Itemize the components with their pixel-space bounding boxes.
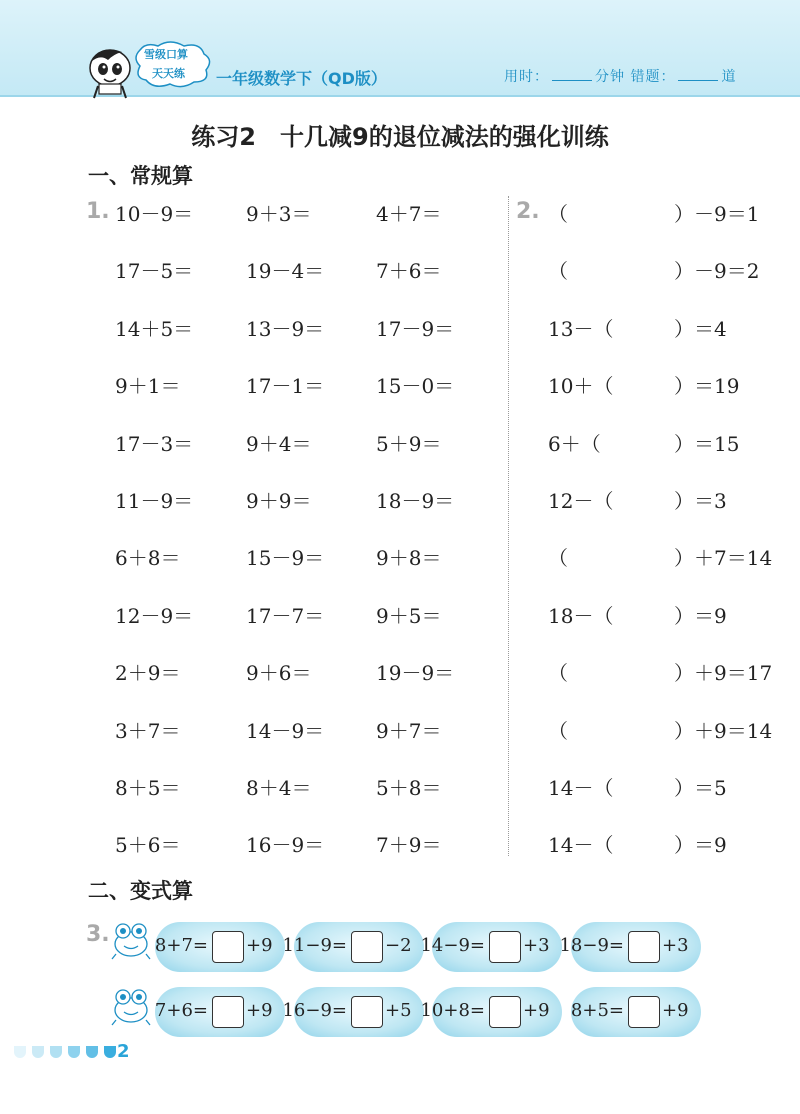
q1-problem: 9＋9＝ <box>246 489 312 513</box>
q2-left: 10＋（ <box>548 374 614 399</box>
q2-right: ）＝15 <box>674 431 740 456</box>
q1-problem: 9＋1＝ <box>115 374 181 399</box>
q3-bubble <box>420 987 562 1037</box>
q3-right-expression: +9 <box>523 1000 550 1021</box>
q2-left: （ <box>548 546 568 571</box>
q3-bubble <box>559 922 701 972</box>
q1-problem: 7＋9＝ <box>376 833 442 858</box>
timing-fields <box>504 66 736 86</box>
time-label: 用时： <box>504 69 549 85</box>
q3-bubble <box>282 922 424 972</box>
page-number: 2 <box>117 1041 130 1062</box>
q1-problem: 17－3＝ <box>115 431 194 456</box>
q2-right: ）＋9＝17 <box>674 661 773 686</box>
q3-bubble <box>155 922 285 972</box>
q2-problem <box>548 317 727 341</box>
answer-box[interactable] <box>489 996 521 1028</box>
q3-left-expression: 14−9= <box>420 935 485 956</box>
q2-problem <box>548 833 727 857</box>
q3-right-expression: +9 <box>662 1000 689 1021</box>
q1-problem: 9＋5＝ <box>376 603 442 628</box>
q3-right-expression: −2 <box>385 935 412 956</box>
q2-right: ）＋7＝14 <box>674 546 773 571</box>
q2-left: 12－（ <box>548 489 614 513</box>
q1-problem: 19－4＝ <box>246 259 325 284</box>
q3-left-expression: 16−9= <box>282 1000 347 1021</box>
grade-label: 一年级数学下（QD版） <box>216 69 387 88</box>
q1-problem: 17－1＝ <box>246 374 325 399</box>
q3-left-expression: 10+8= <box>420 1000 485 1021</box>
time-blank[interactable] <box>552 80 592 81</box>
q1-problem: 16－9＝ <box>246 833 325 858</box>
mascot-icon <box>78 44 138 100</box>
page-title: 练习2 十几减9的退位减法的强化训练 <box>191 123 609 151</box>
q1-problem: 12－9＝ <box>115 603 194 628</box>
q2-problem <box>548 202 759 226</box>
q2-right: ）－9＝1 <box>674 202 760 226</box>
q3-left-expression: 7+6= <box>154 1000 208 1021</box>
q2-left: 13－（ <box>548 316 614 341</box>
q2-right: ）＝4 <box>674 316 727 341</box>
q1-problem: 5＋8＝ <box>376 776 442 800</box>
q3-left-expression: 18−9= <box>559 935 624 956</box>
answer-box[interactable] <box>628 996 660 1028</box>
q2-problem <box>548 432 739 456</box>
errors-label: 错题： <box>630 69 676 85</box>
q2-problem <box>548 489 727 513</box>
q1-problem: 14－9＝ <box>246 718 325 743</box>
q1-problem: 19－9＝ <box>376 661 455 686</box>
q3-right-expression: +9 <box>246 1000 273 1021</box>
q2-left: 14－（ <box>548 776 614 800</box>
q1-problem: 9＋8＝ <box>376 546 442 571</box>
q3-bubble <box>155 987 285 1037</box>
section-1-title: 一、常规算 <box>88 164 193 188</box>
q1-problem: 17－5＝ <box>115 259 194 284</box>
answer-box[interactable] <box>351 996 383 1028</box>
q1-problem: 3＋7＝ <box>115 718 181 743</box>
q2-problem <box>548 776 727 800</box>
answer-box[interactable] <box>212 931 244 963</box>
q1-problem: 2＋9＝ <box>115 661 181 686</box>
q1-problem: 18－9＝ <box>376 489 455 513</box>
q3-bubble <box>420 922 562 972</box>
q3-left-expression: 8+5= <box>570 1000 624 1021</box>
q2-right: ）－9＝2 <box>674 259 760 284</box>
q2-left: 14－（ <box>548 833 614 858</box>
answer-box[interactable] <box>351 931 383 963</box>
q2-problem <box>548 719 772 743</box>
q1-problem: 5＋6＝ <box>115 833 181 858</box>
q1-problem: 6＋8＝ <box>115 546 181 571</box>
q2-right: ）＝9 <box>674 603 727 628</box>
q1-problem: 13－9＝ <box>246 316 325 341</box>
q1-problem: 9＋3＝ <box>246 202 312 226</box>
q1-problem: 15－0＝ <box>376 374 455 399</box>
q2-problem <box>548 374 739 398</box>
q3-bubble <box>571 987 701 1037</box>
q2-left: （ <box>548 202 568 226</box>
brand-line-1: 雪级口算 <box>144 48 188 61</box>
q2-right: ）＝9 <box>674 833 727 858</box>
q1-problem: 10－9＝ <box>115 202 194 226</box>
minutes-label: 分钟 <box>595 69 625 85</box>
q2-left: 6＋（ <box>548 431 601 456</box>
section-2-title: 二、变式算 <box>88 879 193 903</box>
question-2-number: 2. <box>516 199 540 224</box>
q2-right: ）＝19 <box>674 374 740 399</box>
q1-problem: 15－9＝ <box>246 546 325 571</box>
q2-right: ）＝5 <box>674 776 727 800</box>
q1-problem: 8＋5＝ <box>115 776 181 800</box>
answer-box[interactable] <box>489 931 521 963</box>
q3-right-expression: +9 <box>246 935 273 956</box>
answer-box[interactable] <box>628 931 660 963</box>
q3-right-expression: +3 <box>523 935 550 956</box>
q3-right-expression: +5 <box>385 1000 412 1021</box>
q2-left: （ <box>548 718 568 743</box>
q1-problem: 7＋6＝ <box>376 259 442 284</box>
q2-left: 18－（ <box>548 603 614 628</box>
q2-right: ）＝3 <box>674 489 727 513</box>
q2-left: （ <box>548 661 568 686</box>
brand-logo <box>130 40 214 90</box>
answer-box[interactable] <box>212 996 244 1028</box>
q1-problem: 17－9＝ <box>376 316 455 341</box>
q1-problem: 5＋9＝ <box>376 431 442 456</box>
question-1-number: 1. <box>86 199 110 224</box>
q2-left: （ <box>548 259 568 284</box>
frog-icon <box>110 986 152 1026</box>
q3-left-expression: 11−9= <box>282 935 347 956</box>
q1-problem: 8＋4＝ <box>246 776 312 800</box>
q2-right: ）＋9＝14 <box>674 718 773 743</box>
question-3-number: 3. <box>86 922 110 947</box>
q3-right-expression: +3 <box>662 935 689 956</box>
q2-problem <box>548 661 772 685</box>
frog-icon <box>110 920 152 960</box>
q2-problem <box>548 259 759 283</box>
errors-blank[interactable] <box>678 80 718 81</box>
brand-line-2: 天天练 <box>152 67 185 80</box>
q1-problem: 14＋5＝ <box>115 316 194 341</box>
q2-problem <box>548 604 727 628</box>
q1-problem: 9＋6＝ <box>246 661 312 686</box>
q1-problem: 9＋7＝ <box>376 718 442 743</box>
q3-bubble <box>282 987 424 1037</box>
q2-problem <box>548 546 772 570</box>
column-divider <box>508 196 509 856</box>
q1-problem: 11－9＝ <box>115 489 194 513</box>
errors-unit: 道 <box>721 69 737 85</box>
q3-left-expression: 8+7= <box>154 935 208 956</box>
q1-problem: 17－7＝ <box>246 603 325 628</box>
q1-problem: 4＋7＝ <box>376 202 442 226</box>
q1-problem: 9＋4＝ <box>246 431 312 456</box>
